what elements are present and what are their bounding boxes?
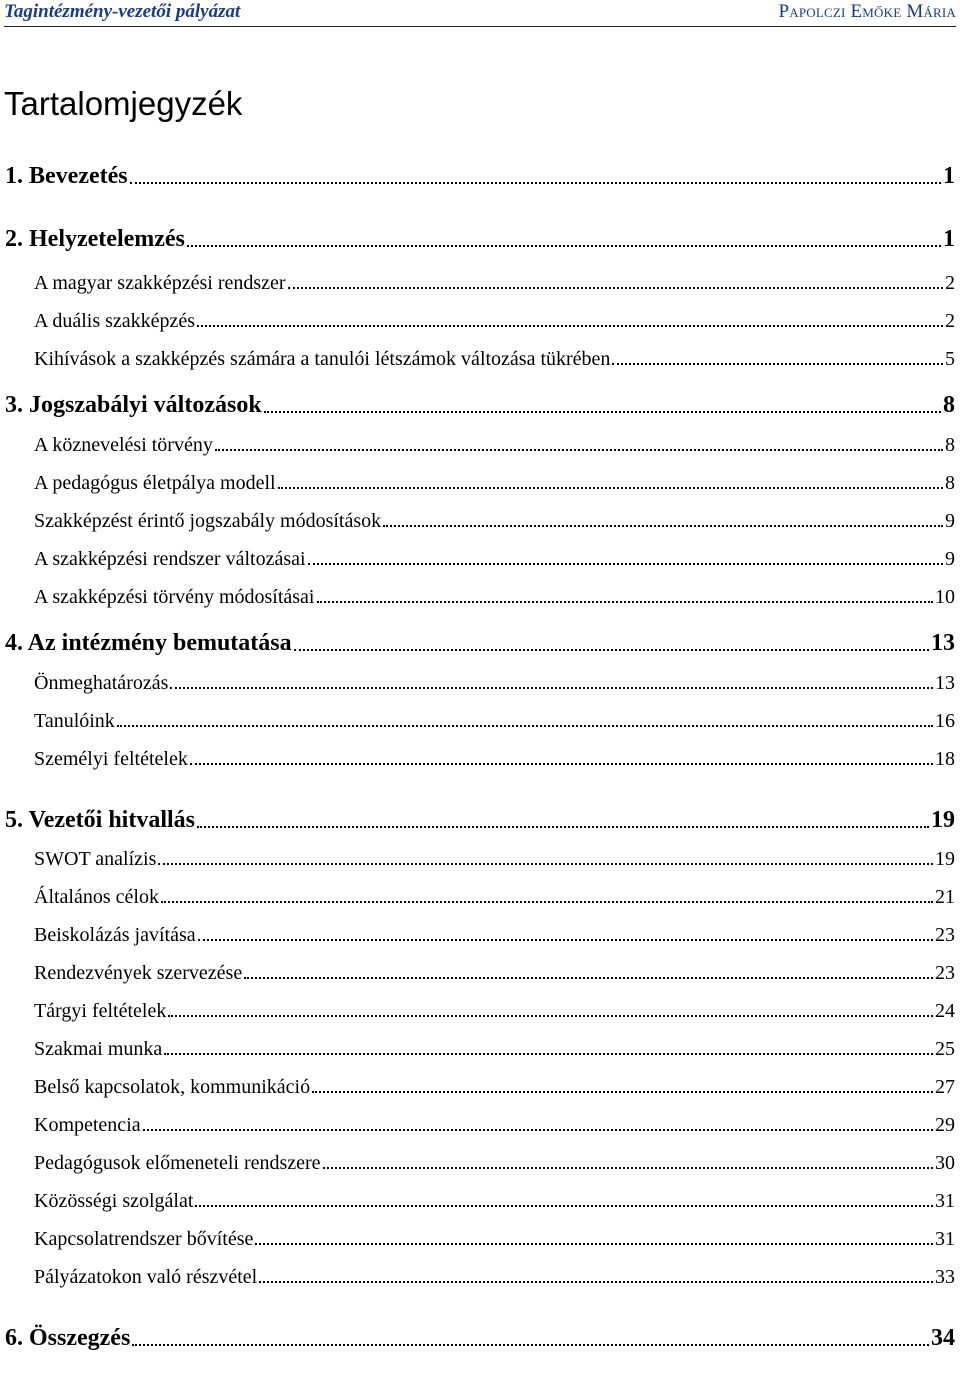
toc-entry-title: 4. Az intézmény bemutatása: [5, 630, 292, 656]
dot-leader: [170, 687, 933, 689]
toc-entry[interactable]: [0, 1266, 955, 1289]
toc-entry-page: 24: [935, 1000, 955, 1022]
toc-entry-title: 6. Összegzés: [5, 1325, 131, 1351]
toc-entry-title: A szakképzési rendszer változásai: [34, 548, 306, 570]
toc-entry-page: 13: [935, 672, 955, 694]
dot-leader: [288, 287, 943, 289]
dot-leader: [161, 901, 933, 903]
toc-entry-title: Szakmai munka: [34, 1038, 163, 1060]
toc-entry-title: A pedagógus életpálya modell: [34, 472, 276, 494]
toc-entry-page: 1: [943, 226, 955, 252]
toc-entry-title: A szakképzési törvény módosításai: [34, 586, 315, 608]
toc-entry-title: Pedagógusok előmeneteli rendszere: [34, 1152, 321, 1174]
dot-leader: [259, 1281, 933, 1283]
toc-entry-page: 9: [945, 548, 955, 570]
toc-entry[interactable]: [0, 434, 955, 457]
toc-entry[interactable]: [0, 1325, 955, 1352]
toc-entry[interactable]: [0, 748, 955, 771]
toc-entry-page: 13: [931, 630, 955, 656]
dot-leader: [278, 487, 943, 489]
toc-entry-title: Közösségi szolgálat: [34, 1190, 194, 1212]
toc-entry-page: 27: [935, 1076, 955, 1098]
toc-entry[interactable]: [0, 1038, 955, 1061]
toc-entry[interactable]: [0, 472, 955, 495]
toc-entry-title: Tanulóink: [34, 710, 115, 732]
toc-entry-title: Tárgyi feltételek: [34, 1000, 167, 1022]
toc-entry-page: 23: [935, 924, 955, 946]
dot-leader: [383, 525, 943, 527]
toc-entry[interactable]: [0, 924, 955, 947]
toc-entry-page: 1: [943, 163, 955, 189]
dot-leader: [195, 1205, 933, 1207]
toc-entry[interactable]: [0, 886, 955, 909]
toc-entry[interactable]: [0, 1228, 955, 1251]
toc-entry[interactable]: [0, 962, 955, 985]
toc-entry-title: A duális szakképzés: [34, 310, 196, 332]
toc-entry-title: Pályázatokon való részvétel: [34, 1266, 258, 1288]
dot-leader: [164, 1053, 933, 1055]
toc-entry-title: Rendezvények szervezése: [34, 962, 243, 984]
toc-entry-page: 9: [945, 510, 955, 532]
dot-leader: [158, 863, 933, 865]
toc-entry-title: 1. Bevezetés: [5, 163, 128, 189]
toc-entry[interactable]: [0, 1076, 955, 1099]
dot-leader: [117, 725, 933, 727]
toc-entry-page: 31: [935, 1190, 955, 1212]
dot-leader: [308, 563, 943, 565]
toc-entry-title: A magyar szakképzési rendszer: [34, 272, 286, 294]
toc-entry[interactable]: [0, 807, 955, 834]
toc-entry-title: Beiskolázás javítása: [34, 924, 196, 946]
toc-entry[interactable]: [0, 392, 955, 419]
toc-entry[interactable]: [0, 630, 955, 657]
dot-leader: [323, 1167, 933, 1169]
toc-entry[interactable]: [0, 1152, 955, 1175]
toc-entry-page: 19: [935, 848, 955, 870]
toc-entry-page: 2: [945, 272, 955, 294]
dot-leader: [198, 939, 933, 941]
toc-entry[interactable]: [0, 710, 955, 733]
header-author-name: Papolczi Emőke Mária: [778, 1, 956, 22]
toc-entry-title: Szakképzést érintő jogszabály módosítások: [34, 510, 382, 532]
toc-entry-page: 8: [943, 392, 955, 418]
toc-entry-page: 19: [931, 807, 955, 833]
toc-entry-page: 33: [935, 1266, 955, 1288]
toc-entry[interactable]: [0, 1114, 955, 1137]
toc-entry-title: 2. Helyzetelemzés: [5, 226, 185, 252]
dot-leader: [190, 763, 933, 765]
dot-leader: [187, 245, 941, 247]
dot-leader: [197, 826, 929, 828]
dot-leader: [143, 1129, 933, 1131]
dot-leader: [197, 325, 943, 327]
toc-entry-page: 18: [935, 748, 955, 770]
toc-entry-page: 31: [935, 1228, 955, 1250]
toc-entry-title: A köznevelési törvény: [34, 434, 213, 456]
toc-entry-title: Kompetencia: [34, 1114, 141, 1136]
toc-entry-page: 23: [935, 962, 955, 984]
toc-entry[interactable]: [0, 1190, 955, 1213]
toc-entry-page: 8: [945, 472, 955, 494]
toc-entry-title: Önmeghatározás: [34, 672, 169, 694]
toc-entry-title: Általános célok: [34, 886, 159, 908]
toc-entry[interactable]: [0, 1000, 955, 1023]
toc-entry-page: 8: [945, 434, 955, 456]
toc-entry-title: Személyi feltételek: [34, 748, 188, 770]
toc-entry-title: Kapcsolatrendszer bővítése: [34, 1228, 254, 1250]
dot-leader: [215, 449, 943, 451]
toc-entry[interactable]: [0, 348, 955, 371]
toc-entry[interactable]: [0, 510, 955, 533]
toc-entry[interactable]: [0, 848, 955, 871]
toc-entry-page: 25: [935, 1038, 955, 1060]
dot-leader: [132, 1344, 929, 1346]
toc-entry[interactable]: [0, 672, 955, 695]
header-document-title: Tagintézmény-vezetői pályázat: [4, 1, 241, 22]
toc-entry-page: 10: [935, 586, 955, 608]
toc-entry[interactable]: [0, 272, 955, 295]
dot-leader: [317, 601, 934, 603]
toc-entry[interactable]: [0, 548, 955, 571]
toc-heading: Tartalomjegyzék: [4, 85, 243, 122]
toc-entry[interactable]: [0, 226, 955, 253]
toc-entry-page: 34: [931, 1325, 955, 1351]
toc-entry-page: 29: [935, 1114, 955, 1136]
toc-entry-title: SWOT analízis: [34, 848, 157, 870]
dot-leader: [312, 1091, 933, 1093]
toc-entry[interactable]: [0, 310, 955, 333]
toc-entry-title: Kihívások a szakképzés számára a tanulói létszámok változása tükrében: [34, 348, 611, 370]
toc-entry[interactable]: [0, 163, 955, 190]
toc-entry-page: 16: [935, 710, 955, 732]
dot-leader: [255, 1243, 933, 1245]
dot-leader: [612, 363, 943, 365]
toc-entry-page: 30: [935, 1152, 955, 1174]
toc-entry-title: 3. Jogszabályi változások: [5, 392, 262, 418]
dot-leader: [294, 649, 929, 651]
toc-entry[interactable]: [0, 586, 955, 609]
dot-leader: [244, 977, 933, 979]
toc-entry-page: 2: [945, 310, 955, 332]
toc-entry-page: 21: [935, 886, 955, 908]
toc-entry-title: Belső kapcsolatok, kommunikáció: [34, 1076, 311, 1098]
dot-leader: [130, 182, 941, 184]
toc-entry-page: 5: [945, 348, 955, 370]
toc-entry-title: 5. Vezetői hitvallás: [5, 807, 195, 833]
dot-leader: [264, 411, 941, 413]
dot-leader: [168, 1015, 933, 1017]
